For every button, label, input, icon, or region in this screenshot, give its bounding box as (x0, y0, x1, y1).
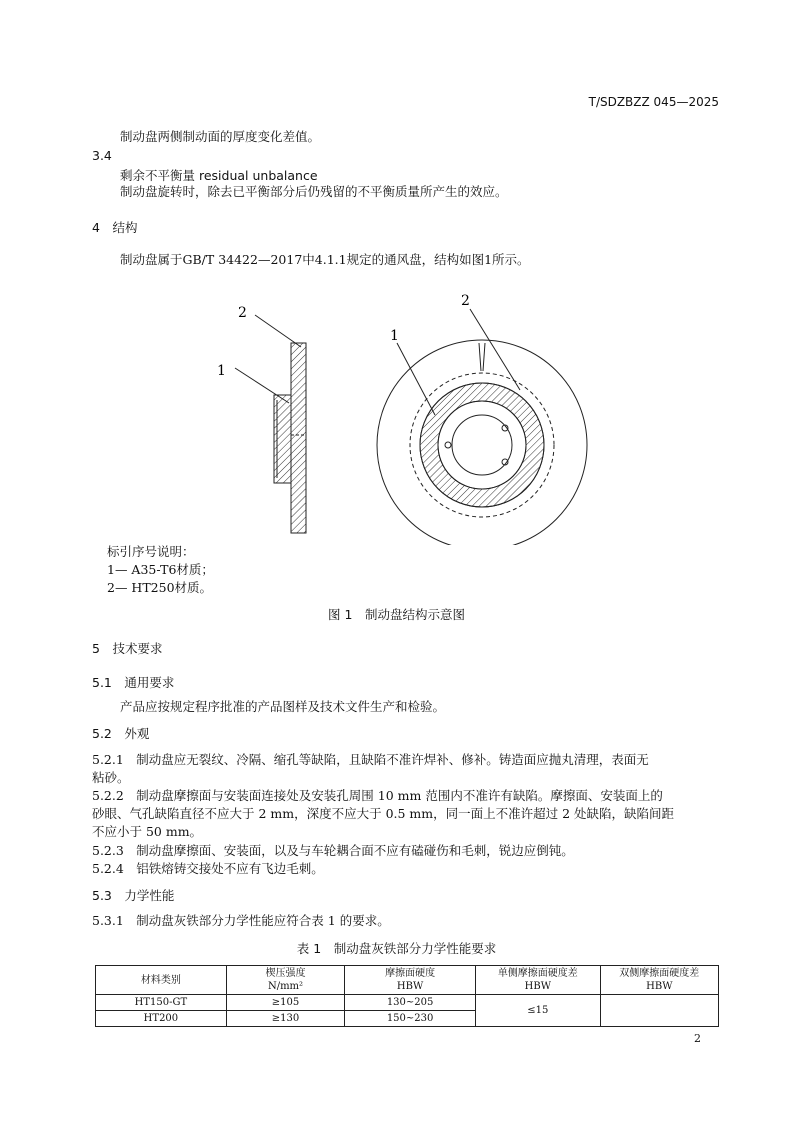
front-view (377, 309, 587, 545)
right-label-1: 1 (390, 328, 399, 344)
sec3-4-number: 3.4 (92, 148, 112, 163)
figure1-legend-1: 1— A35-T6材质； (107, 562, 214, 577)
left-label-2: 2 (238, 305, 247, 321)
doc-code: T/SDZBZZ 045—2025 (588, 95, 719, 109)
sec3-3-continuation: 制动盘两侧制动面的厚度变化差值。 (120, 129, 321, 144)
header-cell: 楔压强度 N/mm² (226, 966, 344, 995)
figure1-drawing (205, 285, 595, 545)
cell-single-side-diff: ≤15 (476, 995, 601, 1027)
cell-strength: ≥105 (226, 995, 344, 1011)
header-cell: 摩擦面硬度 HBW (345, 966, 476, 995)
header-cell: 材料类别 (96, 966, 227, 995)
sec5-2-2-line2: 砂眼、气孔缺陷直径不应大于 2 mm，深度不应大于 0.5 mm，同一面上不准许超过 2 处缺陷，缺陷间距 (92, 806, 675, 821)
sec5-2-1-line2: 粘砂。 (92, 770, 130, 785)
sec5-3-1: 5.3.1 制动盘灰铁部分力学性能应符合表 1 的要求。 (92, 913, 390, 928)
sec5-2-3: 5.2.3 制动盘摩擦面、安装面，以及与车轮耦合面不应有磕碰伤和毛刺，锐边应倒钝。 (92, 843, 574, 858)
sec5-2-4: 5.2.4 铝铁熔铸交接处不应有飞边毛刺。 (92, 861, 324, 876)
figure1-legend-title: 标引序号说明： (107, 544, 195, 559)
page-number: 2 (694, 1032, 701, 1045)
sec5-3-heading: 5.3 力学性能 (92, 888, 175, 903)
side-section-view (235, 315, 306, 533)
sec4-text: 制动盘属于GB/T 34422—2017中4.1.1规定的通风盘，结构如图1所示。 (120, 252, 530, 267)
header-cell: 单侧摩擦面硬度差 HBW (476, 966, 601, 995)
sec5-1-heading: 5.1 通用要求 (92, 675, 175, 690)
cell-material: HT200 (96, 1011, 227, 1027)
cell-double-side-diff (600, 995, 718, 1027)
header-cell: 双侧摩擦面硬度差 HBW (600, 966, 718, 995)
cell-hardness: 150~230 (345, 1011, 476, 1027)
sec5-1-text: 产品应按规定程序批准的产品图样及技术文件生产和检验。 (120, 699, 446, 714)
sec3-4-term: 剩余不平衡量 residual unbalance (120, 168, 318, 183)
table1-title: 表 1 制动盘灰铁部分力学性能要求 (296, 941, 497, 956)
sec5-2-2-line1: 5.2.2 制动盘摩擦面与安装面连接处及安装孔周围 10 mm 范围内不准许有缺陷。摩擦面、安装面上的 (92, 788, 663, 803)
figure1-legend-2: 2— HT250材质。 (107, 580, 213, 595)
cell-hardness: 130~205 (345, 995, 476, 1011)
table-header-row (96, 966, 719, 995)
sec3-4-definition: 制动盘旋转时，除去已平衡部分后仍残留的不平衡质量所产生的效应。 (120, 184, 508, 199)
sec4-heading: 4 结构 (92, 220, 138, 235)
left-label-1: 1 (217, 363, 226, 379)
sec5-2-2-line3: 不应小于 50 mm。 (92, 824, 203, 839)
sec5-2-heading: 5.2 外观 (92, 726, 150, 741)
table1 (95, 965, 719, 1027)
cell-strength: ≥130 (226, 1011, 344, 1027)
right-label-2: 2 (461, 293, 470, 309)
sec5-2-1-line1: 5.2.1 制动盘应无裂纹、冷隔、缩孔等缺陷，且缺陷不准许焊补、修补。铸造面应抛丸清理，表面无 (92, 752, 649, 767)
figure1-caption: 图 1 制动盘结构示意图 (328, 607, 465, 622)
cell-material: HT150-GT (96, 995, 227, 1011)
sec5-heading: 5 技术要求 (92, 641, 163, 656)
table-row (96, 995, 719, 1011)
